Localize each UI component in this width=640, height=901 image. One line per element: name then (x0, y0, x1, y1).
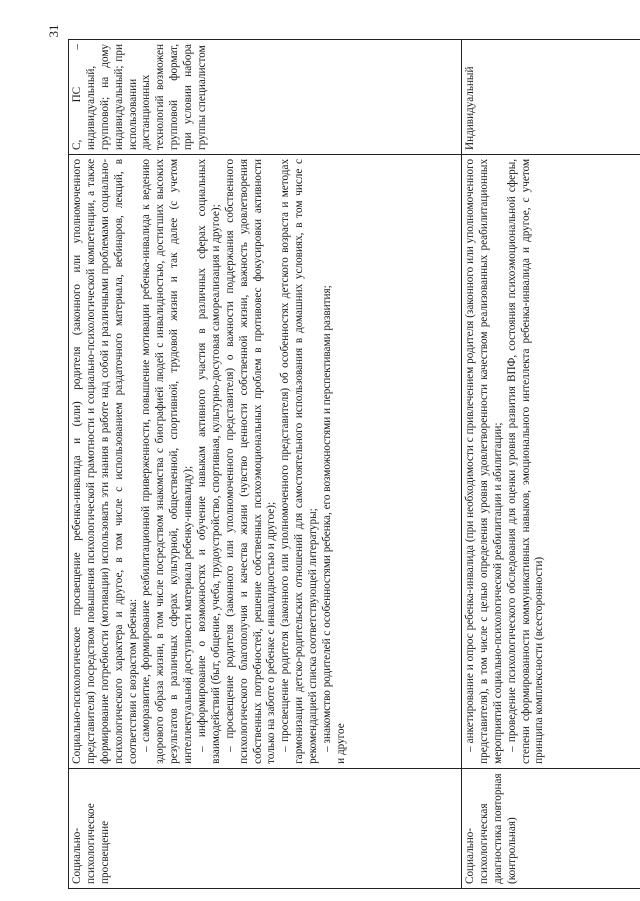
description-paragraph: – анкетирование и опрос ребенка-инвалида (при необходимости с привлечением родителя (законного или уполномоченного представителя), в том числе с целью определения уровня удовлетворенности качеством реализованных реабилитационных мероприятий социально-психологической реабилитации и абилитации; (464, 158, 504, 764)
service-form-cell: С, ПС – индивидуальный, групповой; на дому индивидуальный; при использовании дистанционных технологий возможен групповой формат, при условии набора группы специалистом (69, 40, 462, 155)
service-description-cell (462, 154, 640, 768)
service-name-cell: Социально-психологическое просвещение (69, 768, 462, 888)
table-row (462, 40, 640, 889)
description-paragraph: Социально-психологическое просвещение ребенка-инвалида и (или) родителя (законного или уполномоченного представителя) посредством повышения психологической грамотности и социально-психологической компетенции, а также формирование потребности (мотивации) использовать эти знания в работе над собой и различными проблемами социально-психологического характера и другое, в том числе с использованием раздаточного материала, вебинаров, лекций, в соответствии с возрастом ребенка: (71, 158, 139, 764)
description-paragraph: и другое (334, 723, 347, 764)
page-number: 31 (46, 24, 61, 38)
description-paragraph: – просвещение родителя (законного или уполномоченного представителя) об особенностях детского возраста и методах гармонизации детско-родительских отношений для самостоятельного использования в домашних условиях, в том числе с рекомендацией списка соответствующей литературы; (279, 158, 320, 764)
services-table (68, 39, 640, 889)
service-form-cell: Индивидуальный (462, 40, 640, 155)
service-name-cell: Социально-психологическая диагностика повторная (контрольная) (462, 768, 640, 888)
table-row (69, 40, 462, 889)
service-description-cell (69, 154, 462, 768)
description-paragraph: – знакомство родителей с особенностями ребенка, его возможностями и перспективами развития; (321, 285, 334, 752)
description-paragraph: – просвещение родителя (законного или уполномоченного представителя) о важности поддержания собственного психологического благополучия и качества жизни (чувство ценности собственной жизни, важность удовлетворения собственных потребностей, решение собственных психоэмоциональных проблем в противовес фокусировки активности только на заботе о ребенке с инвалидностью и другое); (223, 158, 278, 764)
description-paragraph: – информирование о возможностях и обучение навыкам активного участия в различных сферах социальных взаимодействий (быт, общение, учеба, трудоустройство, спортивная, культурно-досуговая самореализация и другое); (196, 158, 222, 764)
description-paragraph: – проведение психологического обследования для оценки уровня развития ВПФ, состояния психоэмоциональной сферы, степени сформированности коммуникативных навыков, эмоционального интеллекта ребенка-инвалида и другое, с учетом принципа комплексности (всесторонности) (505, 158, 546, 764)
description-paragraph: – саморазвитие, формирование реабилитационной приверженности, повышение мотивации ребенка-инвалида к ведению здорового образа жизни, в том числе посредством знакомства с биографией людей с инвалидностью, достигших высоких результатов в различных сферах культурной, общественной, спортивной, трудовой жизни и так далее (с учетом интеллектуальной доступности материала ребенку-инвалиду); (140, 158, 195, 764)
